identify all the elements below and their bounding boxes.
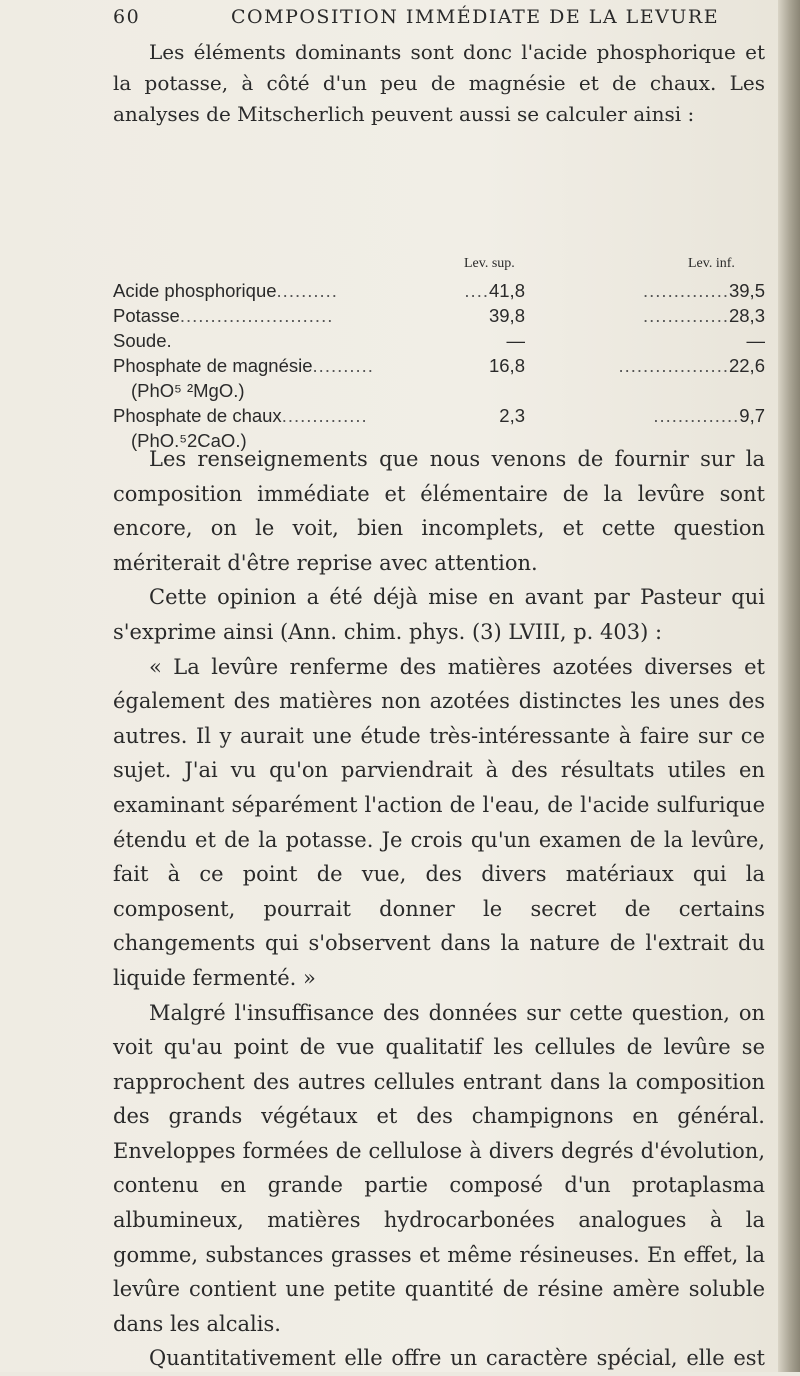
row-value-sup: ....41,8	[464, 280, 525, 301]
paragraph: Les renseignements que nous venons de fournir sur la composition immédiate et élémentaire de la levûre sont encore, on le voit, bien incomplets, et cette question mériterait d'être reprise avec attention.	[113, 447, 765, 575]
row-label: Soude.	[113, 330, 172, 351]
intro-text: Les éléments dominants sont donc l'acide phosphorique et la potasse, à côté d'un peu de magnésie et de chaux. Les analyses de Mitscherlich peuvent aussi se calculer ainsi :	[113, 40, 765, 126]
page-number: 60	[113, 6, 141, 28]
paragraph: Cette opinion a été déjà mise en avant par Pasteur qui s'exprime ainsi (Ann. chim. phys. (3) LVIII, p. 403) :	[113, 585, 765, 644]
page-edge-shadow	[778, 0, 800, 1372]
paragraph: Quantitativement elle offre un caractère spécial, elle est	[149, 1346, 765, 1371]
table-row	[113, 330, 765, 355]
col-header-inf: Lev. inf.	[688, 256, 735, 271]
row-value-inf: ..............28,3	[643, 305, 765, 326]
intro-paragraph	[113, 37, 765, 130]
chemical-formula: (PhO⁵ ²MgO.)	[131, 380, 245, 401]
row-label: Phosphate de chaux..............	[113, 405, 368, 426]
chemical-formula: (PhO.⁵2CaO.)	[131, 430, 247, 451]
row-value-sup: 16,8	[488, 355, 525, 376]
row-value-sup: 39,8	[488, 305, 525, 326]
row-value-inf: ..............9,7	[653, 405, 765, 426]
table-row	[113, 280, 765, 305]
row-label: Acide phosphorique..........	[113, 280, 338, 301]
running-title: COMPOSITION IMMÉDIATE DE LA LEVURE	[231, 6, 720, 28]
table-row-formula	[113, 380, 765, 405]
body-text	[113, 442, 765, 1376]
quotation-paragraph: « La levûre renferme des matières azotées diverses et également des matières non azotées distinctes les unes des autres. Il y aurait une étude très-intéressante à faire sur ce sujet. J'ai vu qu'on parviendrait à des résultats utiles en examinant séparément l'action de l'eau, de l'acide sulfurique étendu et de la potasse. Je crois qu'un examen de la levûre, fait à ce point de vue, des divers matériaux qui la composent, pourrait donner le secret de certains changements qui s'observent dans la nature de l'extrait du liquide fermenté. »	[113, 654, 765, 990]
row-value-inf: —	[746, 330, 765, 351]
row-label: Phosphate de magnésie..........	[113, 355, 374, 376]
table-row	[113, 305, 765, 330]
col-header-sup: Lev. sup.	[464, 256, 515, 271]
paragraph: Malgré l'insuffisance des données sur cette question, on voit qu'au point de vue qualitatif les cellules de levûre se rapprochent des autres cellules entrant dans la composition des grands végétaux et des champignons en général. Enveloppes formées de cellulose à divers degrés d'évolution, contenu en grande partie composé d'un protaplasma albumineux, matières hydrocarbonées analogues à la gomme, substances grasses et même résineuses. En effet, la levûre contient une petite quantité de résine amère soluble dans les alcalis.	[113, 1000, 765, 1336]
table-row	[113, 405, 765, 430]
row-value-inf: ..............39,5	[643, 280, 765, 301]
row-value-sup: 2,3	[499, 405, 525, 426]
row-label: Potasse.........................	[113, 305, 334, 326]
table-row	[113, 355, 765, 380]
analysis-table	[113, 254, 765, 455]
table-header	[113, 254, 765, 280]
row-value-sup: —	[506, 330, 525, 351]
row-value-inf: ..................22,6	[618, 355, 765, 376]
page-header	[113, 6, 773, 36]
